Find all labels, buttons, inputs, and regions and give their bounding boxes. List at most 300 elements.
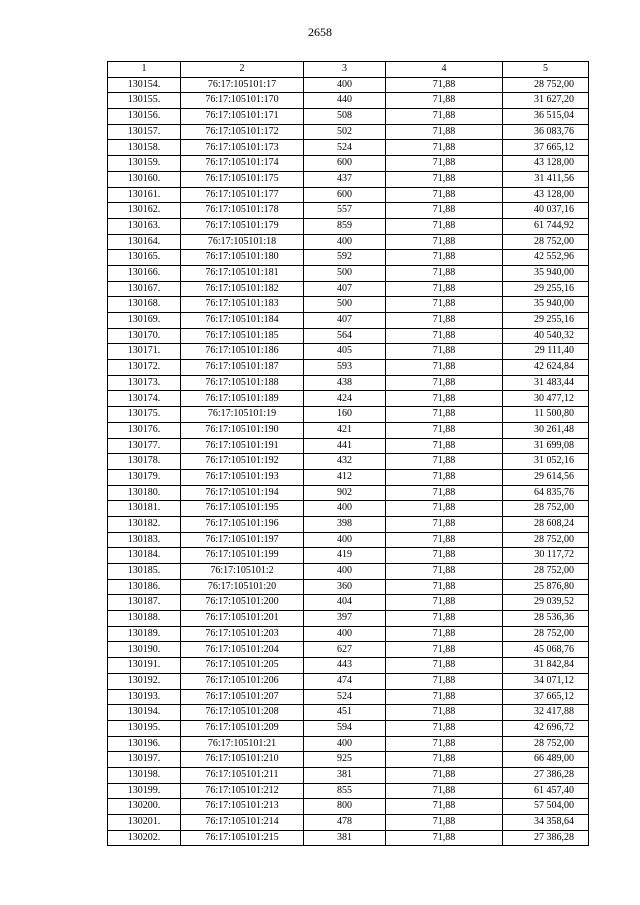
- cadastral-number-cell: 76:17:105101:215: [181, 830, 304, 846]
- row-number-cell: 130172.: [108, 360, 181, 376]
- rate-cell: 71,88: [386, 407, 503, 423]
- column-header: 3: [304, 62, 386, 78]
- cadastral-number-cell: 76:17:105101:177: [181, 187, 304, 203]
- rate-cell: 71,88: [386, 658, 503, 674]
- amount-cell: 31 411,56: [503, 171, 589, 187]
- table-row: [108, 830, 589, 846]
- rate-cell: 71,88: [386, 705, 503, 721]
- area-cell: 400: [304, 564, 386, 580]
- amount-cell: 29 039,52: [503, 595, 589, 611]
- row-number-cell: 130194.: [108, 705, 181, 721]
- area-cell: 902: [304, 485, 386, 501]
- area-cell: 407: [304, 281, 386, 297]
- row-number-cell: 130160.: [108, 171, 181, 187]
- amount-cell: 42 624,84: [503, 360, 589, 376]
- area-cell: 855: [304, 783, 386, 799]
- area-cell: 524: [304, 689, 386, 705]
- amount-cell: 66 489,00: [503, 752, 589, 768]
- area-cell: 859: [304, 218, 386, 234]
- rate-cell: 71,88: [386, 328, 503, 344]
- cadastral-number-cell: 76:17:105101:187: [181, 360, 304, 376]
- rate-cell: 71,88: [386, 532, 503, 548]
- column-header: 1: [108, 62, 181, 78]
- rate-cell: 71,88: [386, 689, 503, 705]
- row-number-cell: 130168.: [108, 297, 181, 313]
- table-row: [108, 140, 589, 156]
- rate-cell: 71,88: [386, 156, 503, 172]
- area-cell: 400: [304, 501, 386, 517]
- amount-cell: 27 386,28: [503, 830, 589, 846]
- amount-cell: 35 940,00: [503, 265, 589, 281]
- rate-cell: 71,88: [386, 313, 503, 329]
- row-number-cell: 130157.: [108, 124, 181, 140]
- cadastral-number-cell: 76:17:105101:170: [181, 93, 304, 109]
- amount-cell: 43 128,00: [503, 156, 589, 172]
- row-number-cell: 130162.: [108, 203, 181, 219]
- amount-cell: 36 083,76: [503, 124, 589, 140]
- area-cell: 424: [304, 391, 386, 407]
- row-number-cell: 130154.: [108, 77, 181, 93]
- row-number-cell: 130186.: [108, 579, 181, 595]
- area-cell: 500: [304, 297, 386, 313]
- cadastral-number-cell: 76:17:105101:190: [181, 422, 304, 438]
- cadastral-number-cell: 76:17:105101:21: [181, 736, 304, 752]
- cadastral-number-cell: 76:17:105101:193: [181, 469, 304, 485]
- amount-cell: 11 500,80: [503, 407, 589, 423]
- area-cell: 443: [304, 658, 386, 674]
- row-number-cell: 130176.: [108, 422, 181, 438]
- amount-cell: 29 255,16: [503, 281, 589, 297]
- area-cell: 557: [304, 203, 386, 219]
- table-row: [108, 360, 589, 376]
- cadastral-number-cell: 76:17:105101:191: [181, 438, 304, 454]
- row-number-cell: 130159.: [108, 156, 181, 172]
- amount-cell: 28 752,00: [503, 626, 589, 642]
- area-cell: 360: [304, 579, 386, 595]
- rate-cell: 71,88: [386, 642, 503, 658]
- amount-cell: 61 457,40: [503, 783, 589, 799]
- header-row: [108, 62, 589, 78]
- cadastral-number-cell: 76:17:105101:18: [181, 234, 304, 250]
- table-row: [108, 187, 589, 203]
- rate-cell: 71,88: [386, 187, 503, 203]
- area-cell: 564: [304, 328, 386, 344]
- amount-cell: 45 068,76: [503, 642, 589, 658]
- row-number-cell: 130190.: [108, 642, 181, 658]
- area-cell: 160: [304, 407, 386, 423]
- rate-cell: 71,88: [386, 815, 503, 831]
- row-number-cell: 130188.: [108, 611, 181, 627]
- table-row: [108, 783, 589, 799]
- rate-cell: 71,88: [386, 516, 503, 532]
- table-row: [108, 124, 589, 140]
- row-number-cell: 130158.: [108, 140, 181, 156]
- rate-cell: 71,88: [386, 77, 503, 93]
- rate-cell: 71,88: [386, 281, 503, 297]
- row-number-cell: 130178.: [108, 454, 181, 470]
- table-row: [108, 815, 589, 831]
- area-cell: 438: [304, 375, 386, 391]
- rate-cell: 71,88: [386, 673, 503, 689]
- table-row: [108, 673, 589, 689]
- cadastral-number-cell: 76:17:105101:20: [181, 579, 304, 595]
- table-row: [108, 658, 589, 674]
- amount-cell: 28 608,24: [503, 516, 589, 532]
- area-cell: 925: [304, 752, 386, 768]
- cadastral-number-cell: 76:17:105101:183: [181, 297, 304, 313]
- amount-cell: 34 358,64: [503, 815, 589, 831]
- table-row: [108, 736, 589, 752]
- rate-cell: 71,88: [386, 799, 503, 815]
- table-row: [108, 532, 589, 548]
- row-number-cell: 130170.: [108, 328, 181, 344]
- cadastral-number-cell: 76:17:105101:196: [181, 516, 304, 532]
- table-row: [108, 265, 589, 281]
- row-number-cell: 130192.: [108, 673, 181, 689]
- rate-cell: 71,88: [386, 830, 503, 846]
- table-row: [108, 375, 589, 391]
- table-row: [108, 250, 589, 266]
- table-row: [108, 469, 589, 485]
- area-cell: 400: [304, 77, 386, 93]
- area-cell: 405: [304, 344, 386, 360]
- cadastral-number-cell: 76:17:105101:214: [181, 815, 304, 831]
- rate-cell: 71,88: [386, 218, 503, 234]
- rate-cell: 71,88: [386, 767, 503, 783]
- table-row: [108, 281, 589, 297]
- cadastral-number-cell: 76:17:105101:184: [181, 313, 304, 329]
- row-number-cell: 130169.: [108, 313, 181, 329]
- row-number-cell: 130164.: [108, 234, 181, 250]
- row-number-cell: 130173.: [108, 375, 181, 391]
- rate-cell: 71,88: [386, 720, 503, 736]
- table-row: [108, 156, 589, 172]
- rate-cell: 71,88: [386, 109, 503, 125]
- rate-cell: 71,88: [386, 375, 503, 391]
- row-number-cell: 130175.: [108, 407, 181, 423]
- table-row: [108, 234, 589, 250]
- area-cell: 593: [304, 360, 386, 376]
- table-row: [108, 516, 589, 532]
- cadastral-number-cell: 76:17:105101:197: [181, 532, 304, 548]
- table-row: [108, 407, 589, 423]
- cadastral-number-cell: 76:17:105101:205: [181, 658, 304, 674]
- row-number-cell: 130199.: [108, 783, 181, 799]
- table-row: [108, 297, 589, 313]
- amount-cell: 31 627,20: [503, 93, 589, 109]
- table-row: [108, 642, 589, 658]
- cadastral-number-cell: 76:17:105101:194: [181, 485, 304, 501]
- cadastral-number-cell: 76:17:105101:201: [181, 611, 304, 627]
- table-row: [108, 77, 589, 93]
- amount-cell: 64 835,76: [503, 485, 589, 501]
- cadastral-number-cell: 76:17:105101:186: [181, 344, 304, 360]
- column-header: 2: [181, 62, 304, 78]
- cadastral-number-cell: 76:17:105101:172: [181, 124, 304, 140]
- rate-cell: 71,88: [386, 171, 503, 187]
- table-row: [108, 767, 589, 783]
- area-cell: 407: [304, 313, 386, 329]
- area-cell: 421: [304, 422, 386, 438]
- table-row: [108, 485, 589, 501]
- area-cell: 404: [304, 595, 386, 611]
- amount-cell: 34 071,12: [503, 673, 589, 689]
- table-row: [108, 109, 589, 125]
- area-cell: 400: [304, 736, 386, 752]
- rate-cell: 71,88: [386, 203, 503, 219]
- cadastral-number-cell: 76:17:105101:181: [181, 265, 304, 281]
- area-cell: 400: [304, 532, 386, 548]
- amount-cell: 30 261,48: [503, 422, 589, 438]
- rate-cell: 71,88: [386, 611, 503, 627]
- amount-cell: 25 876,80: [503, 579, 589, 595]
- area-cell: 524: [304, 140, 386, 156]
- area-cell: 440: [304, 93, 386, 109]
- cadastral-number-cell: 76:17:105101:207: [181, 689, 304, 705]
- area-cell: 594: [304, 720, 386, 736]
- amount-cell: 36 515,04: [503, 109, 589, 125]
- rate-cell: 71,88: [386, 736, 503, 752]
- row-number-cell: 130189.: [108, 626, 181, 642]
- amount-cell: 29 614,56: [503, 469, 589, 485]
- table-row: [108, 422, 589, 438]
- rate-cell: 71,88: [386, 360, 503, 376]
- table-row: [108, 93, 589, 109]
- row-number-cell: 130180.: [108, 485, 181, 501]
- table-row: [108, 564, 589, 580]
- cadastral-number-cell: 76:17:105101:188: [181, 375, 304, 391]
- amount-cell: 35 940,00: [503, 297, 589, 313]
- row-number-cell: 130155.: [108, 93, 181, 109]
- area-cell: 451: [304, 705, 386, 721]
- area-cell: 478: [304, 815, 386, 831]
- cadastral-number-cell: 76:17:105101:175: [181, 171, 304, 187]
- cadastral-number-cell: 76:17:105101:212: [181, 783, 304, 799]
- rate-cell: 71,88: [386, 93, 503, 109]
- amount-cell: 31 699,08: [503, 438, 589, 454]
- rate-cell: 71,88: [386, 234, 503, 250]
- cadastral-number-cell: 76:17:105101:195: [181, 501, 304, 517]
- cadastral-number-cell: 76:17:105101:2: [181, 564, 304, 580]
- cadastral-number-cell: 76:17:105101:204: [181, 642, 304, 658]
- table-row: [108, 438, 589, 454]
- cadastral-number-cell: 76:17:105101:182: [181, 281, 304, 297]
- rate-cell: 71,88: [386, 783, 503, 799]
- row-number-cell: 130187.: [108, 595, 181, 611]
- amount-cell: 28 752,00: [503, 234, 589, 250]
- amount-cell: 42 552,96: [503, 250, 589, 266]
- cadastral-number-cell: 76:17:105101:174: [181, 156, 304, 172]
- row-number-cell: 130161.: [108, 187, 181, 203]
- cadastral-number-cell: 76:17:105101:211: [181, 767, 304, 783]
- rate-cell: 71,88: [386, 454, 503, 470]
- table-row: [108, 548, 589, 564]
- area-cell: 381: [304, 767, 386, 783]
- rate-cell: 71,88: [386, 579, 503, 595]
- row-number-cell: 130191.: [108, 658, 181, 674]
- amount-cell: 32 417,88: [503, 705, 589, 721]
- row-number-cell: 130167.: [108, 281, 181, 297]
- registry-table: [107, 61, 589, 846]
- cadastral-number-cell: 76:17:105101:210: [181, 752, 304, 768]
- area-cell: 400: [304, 234, 386, 250]
- table-row: [108, 218, 589, 234]
- area-cell: 381: [304, 830, 386, 846]
- area-cell: 441: [304, 438, 386, 454]
- row-number-cell: 130202.: [108, 830, 181, 846]
- table-row: [108, 626, 589, 642]
- rate-cell: 71,88: [386, 422, 503, 438]
- amount-cell: 42 696,72: [503, 720, 589, 736]
- area-cell: 397: [304, 611, 386, 627]
- area-cell: 800: [304, 799, 386, 815]
- table-row: [108, 171, 589, 187]
- row-number-cell: 130201.: [108, 815, 181, 831]
- table-row: [108, 344, 589, 360]
- table-row: [108, 579, 589, 595]
- area-cell: 398: [304, 516, 386, 532]
- row-number-cell: 130181.: [108, 501, 181, 517]
- amount-cell: 31 052,16: [503, 454, 589, 470]
- table-row: [108, 454, 589, 470]
- column-header: 4: [386, 62, 503, 78]
- rate-cell: 71,88: [386, 595, 503, 611]
- table-row: [108, 799, 589, 815]
- rate-cell: 71,88: [386, 626, 503, 642]
- row-number-cell: 130200.: [108, 799, 181, 815]
- amount-cell: 37 665,12: [503, 140, 589, 156]
- rate-cell: 71,88: [386, 501, 503, 517]
- row-number-cell: 130184.: [108, 548, 181, 564]
- cadastral-number-cell: 76:17:105101:203: [181, 626, 304, 642]
- cadastral-number-cell: 76:17:105101:199: [181, 548, 304, 564]
- row-number-cell: 130193.: [108, 689, 181, 705]
- rate-cell: 71,88: [386, 250, 503, 266]
- rate-cell: 71,88: [386, 297, 503, 313]
- table-row: [108, 313, 589, 329]
- amount-cell: 31 842,84: [503, 658, 589, 674]
- amount-cell: 28 752,00: [503, 564, 589, 580]
- area-cell: 432: [304, 454, 386, 470]
- row-number-cell: 130165.: [108, 250, 181, 266]
- area-cell: 437: [304, 171, 386, 187]
- row-number-cell: 130174.: [108, 391, 181, 407]
- row-number-cell: 130177.: [108, 438, 181, 454]
- amount-cell: 30 477,12: [503, 391, 589, 407]
- area-cell: 600: [304, 187, 386, 203]
- cadastral-number-cell: 76:17:105101:178: [181, 203, 304, 219]
- rate-cell: 71,88: [386, 485, 503, 501]
- table-row: [108, 752, 589, 768]
- amount-cell: 40 540,32: [503, 328, 589, 344]
- table-row: [108, 720, 589, 736]
- table-row: [108, 689, 589, 705]
- row-number-cell: 130183.: [108, 532, 181, 548]
- column-header: 5: [503, 62, 589, 78]
- area-cell: 508: [304, 109, 386, 125]
- amount-cell: 27 386,28: [503, 767, 589, 783]
- amount-cell: 28 536,36: [503, 611, 589, 627]
- amount-cell: 28 752,00: [503, 532, 589, 548]
- cadastral-number-cell: 76:17:105101:189: [181, 391, 304, 407]
- table-row: [108, 595, 589, 611]
- row-number-cell: 130185.: [108, 564, 181, 580]
- amount-cell: 30 117,72: [503, 548, 589, 564]
- table-row: [108, 501, 589, 517]
- table-row: [108, 203, 589, 219]
- cadastral-number-cell: 76:17:105101:213: [181, 799, 304, 815]
- rate-cell: 71,88: [386, 438, 503, 454]
- amount-cell: 37 665,12: [503, 689, 589, 705]
- cadastral-number-cell: 76:17:105101:209: [181, 720, 304, 736]
- area-cell: 627: [304, 642, 386, 658]
- row-number-cell: 130179.: [108, 469, 181, 485]
- cadastral-number-cell: 76:17:105101:171: [181, 109, 304, 125]
- area-cell: 412: [304, 469, 386, 485]
- area-cell: 592: [304, 250, 386, 266]
- amount-cell: 31 483,44: [503, 375, 589, 391]
- amount-cell: 40 037,16: [503, 203, 589, 219]
- table-row: [108, 391, 589, 407]
- table-row: [108, 705, 589, 721]
- rate-cell: 71,88: [386, 265, 503, 281]
- cadastral-number-cell: 76:17:105101:200: [181, 595, 304, 611]
- amount-cell: 61 744,92: [503, 218, 589, 234]
- cadastral-number-cell: 76:17:105101:185: [181, 328, 304, 344]
- cadastral-number-cell: 76:17:105101:206: [181, 673, 304, 689]
- table-body: [108, 77, 589, 846]
- area-cell: 474: [304, 673, 386, 689]
- row-number-cell: 130163.: [108, 218, 181, 234]
- table-row: [108, 611, 589, 627]
- area-cell: 500: [304, 265, 386, 281]
- area-cell: 400: [304, 626, 386, 642]
- rate-cell: 71,88: [386, 344, 503, 360]
- cadastral-number-cell: 76:17:105101:17: [181, 77, 304, 93]
- amount-cell: 28 752,00: [503, 501, 589, 517]
- page-number: 2658: [308, 25, 332, 39]
- row-number-cell: 130196.: [108, 736, 181, 752]
- area-cell: 502: [304, 124, 386, 140]
- cadastral-number-cell: 76:17:105101:208: [181, 705, 304, 721]
- rate-cell: 71,88: [386, 469, 503, 485]
- amount-cell: 28 752,00: [503, 77, 589, 93]
- rate-cell: 71,88: [386, 548, 503, 564]
- cadastral-number-cell: 76:17:105101:179: [181, 218, 304, 234]
- rate-cell: 71,88: [386, 140, 503, 156]
- row-number-cell: 130182.: [108, 516, 181, 532]
- row-number-cell: 130195.: [108, 720, 181, 736]
- table-row: [108, 328, 589, 344]
- row-number-cell: 130198.: [108, 767, 181, 783]
- rate-cell: 71,88: [386, 124, 503, 140]
- amount-cell: 43 128,00: [503, 187, 589, 203]
- area-cell: 600: [304, 156, 386, 172]
- row-number-cell: 130166.: [108, 265, 181, 281]
- amount-cell: 29 255,16: [503, 313, 589, 329]
- row-number-cell: 130156.: [108, 109, 181, 125]
- rate-cell: 71,88: [386, 752, 503, 768]
- cadastral-number-cell: 76:17:105101:180: [181, 250, 304, 266]
- cadastral-number-cell: 76:17:105101:19: [181, 407, 304, 423]
- amount-cell: 29 111,40: [503, 344, 589, 360]
- row-number-cell: 130171.: [108, 344, 181, 360]
- amount-cell: 57 504,00: [503, 799, 589, 815]
- amount-cell: 28 752,00: [503, 736, 589, 752]
- cadastral-number-cell: 76:17:105101:173: [181, 140, 304, 156]
- cadastral-number-cell: 76:17:105101:192: [181, 454, 304, 470]
- row-number-cell: 130197.: [108, 752, 181, 768]
